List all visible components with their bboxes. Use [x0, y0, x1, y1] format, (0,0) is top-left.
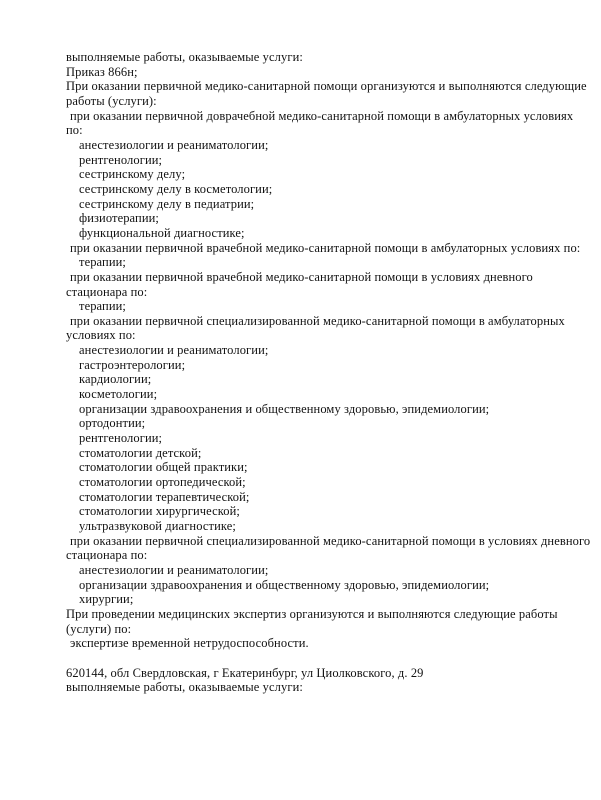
text-line: стоматологии общей практики;	[79, 460, 248, 475]
text-line: сестринскому делу в педиатрии;	[79, 196, 255, 211]
text-line: терапии;	[79, 299, 126, 314]
document-page	[66, 50, 591, 695]
text-line: ультразвуковой диагностике;	[79, 519, 236, 533]
text-line: гастроэнтерологии;	[79, 357, 186, 372]
text-line: анестезиологии и реаниматологии;	[79, 562, 269, 577]
text-line: физиотерапии;	[79, 211, 159, 226]
text-line: работы (услуги):	[66, 93, 157, 108]
text-line: кардиологии;	[79, 372, 152, 387]
text-line: при оказании первичной врачебной медико-санитарной помощи в условиях дневного	[70, 269, 533, 284]
text-line: стационара по:	[66, 548, 148, 563]
text-line: хирургии;	[79, 592, 134, 607]
text-line: выполняемые работы, оказываемые услуги:	[66, 50, 303, 64]
text-line: функциональной диагностике;	[79, 225, 245, 240]
text-line: стоматологии детской;	[79, 445, 202, 460]
text-line	[66, 651, 576, 666]
text-line: рентгенологии;	[79, 431, 163, 446]
text-line: косметологии;	[79, 387, 158, 402]
text-line: анестезиологии и реаниматологии;	[79, 343, 269, 358]
text-line: Приказ 866н;	[66, 64, 138, 79]
text-line: сестринскому делу в косметологии;	[79, 181, 273, 196]
text-line: (услуги) по:	[66, 621, 132, 636]
text-line: анестезиологии и реаниматологии;	[79, 137, 269, 152]
text-line: по:	[66, 123, 83, 138]
text-line: стоматологии ортопедической;	[79, 475, 246, 490]
text-line: при оказании первичной доврачебной медико-санитарной помощи в амбулаторных условиях	[70, 108, 574, 123]
text-line: экспертизе временной нетрудоспособности.	[70, 636, 309, 651]
text-line: стоматологии хирургической;	[79, 504, 240, 519]
text-line: При оказании первичной медико-санитарной помощи организуются и выполняются следующие	[66, 79, 587, 94]
text-line: при оказании первичной специализированной медико-санитарной помощи в условиях дневного	[70, 533, 591, 548]
text-line: ортодонтии;	[79, 416, 146, 431]
text-line: при оказании первичной специализированной медико-санитарной помощи в амбулаторных	[70, 313, 565, 328]
text-line: терапии;	[79, 255, 126, 270]
text-line: организации здравоохранения и общественному здоровью, эпидемиологии;	[79, 577, 490, 592]
document-text-lines	[66, 50, 591, 695]
text-line: стоматологии терапевтической;	[79, 489, 250, 504]
text-line: выполняемые работы, оказываемые услуги:	[66, 680, 303, 695]
text-line: стационара по:	[66, 284, 148, 299]
text-line: при оказании первичной врачебной медико-санитарной помощи в амбулаторных условиях по:	[70, 240, 581, 255]
text-line: сестринскому делу;	[79, 167, 186, 182]
text-line: организации здравоохранения и общественному здоровью, эпидемиологии;	[79, 401, 490, 416]
text-line: 620144, обл Свердловская, г Екатеринбург, ул Циолковского, д. 29	[66, 665, 424, 680]
text-line: рентгенологии;	[79, 152, 163, 167]
text-line: условиях по:	[66, 328, 136, 343]
text-line: При проведении медицинских экспертиз организуются и выполняются следующие работы	[66, 606, 558, 621]
